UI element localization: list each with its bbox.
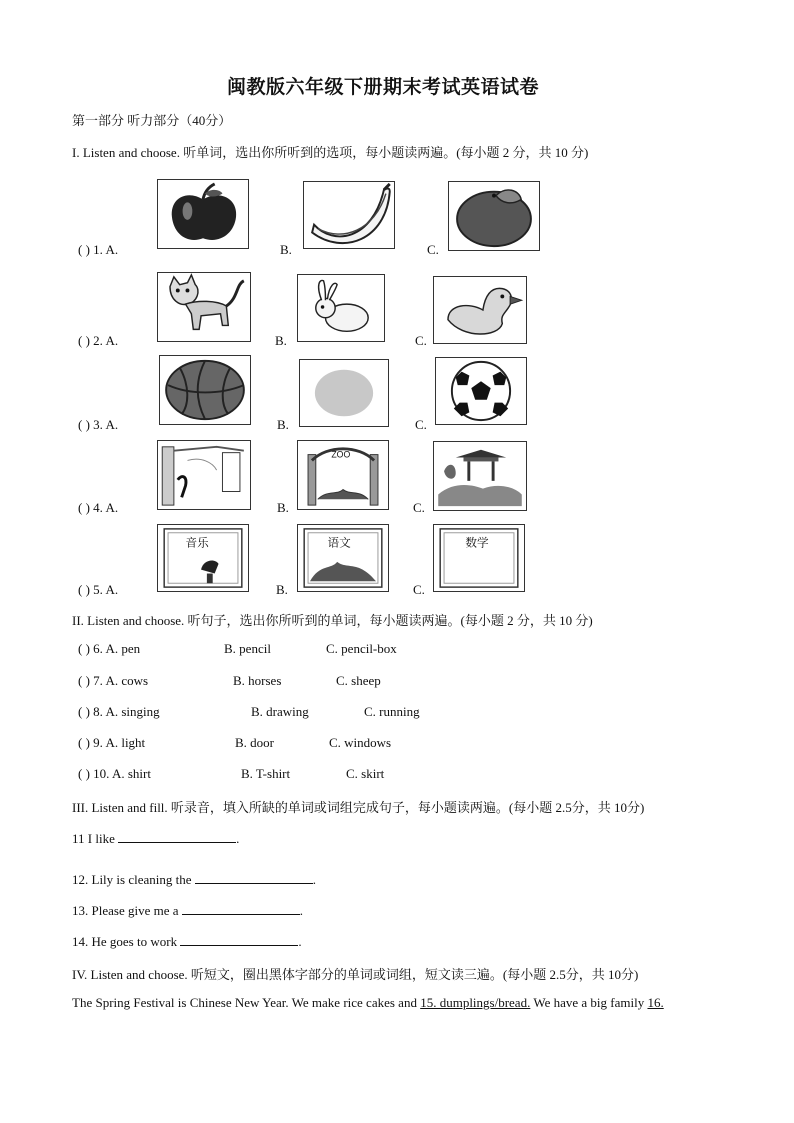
question-3: ( ) 3. A. (78, 417, 119, 432)
option-b-label: B. (277, 417, 289, 432)
zoo-sign: ZOO (331, 449, 351, 460)
option-c-label: C. (413, 582, 425, 597)
fill-item-end: . (298, 934, 302, 949)
option-b-label: B. (277, 500, 289, 515)
question-4: ( ) 4. A. (78, 500, 119, 515)
fill-item-11 (72, 829, 239, 847)
option-c-label: C. (427, 242, 439, 257)
fill-item-14 (72, 932, 302, 950)
option-b: B. door (235, 735, 274, 750)
school-picture (157, 440, 251, 510)
question-10: ( ) 10. A. shirt (78, 766, 151, 781)
option-c-label: C. (415, 333, 427, 348)
chinese-book-picture (297, 524, 389, 592)
fill-item-end: . (236, 831, 240, 846)
option-c: C. running (364, 704, 420, 719)
question-8: ( ) 8. A. singing (78, 704, 160, 719)
oval-ball-picture (299, 359, 389, 427)
football-picture (435, 357, 527, 425)
zoo-gate-picture (297, 440, 389, 510)
fill-item-text: 12. Lily is cleaning the (72, 872, 192, 887)
orange-picture (448, 181, 540, 251)
section1-heading: I. Listen and choose. 听单词，选出你所听到的选项，每小题读两遍。(每小题 2 分，共 10 分) (72, 145, 589, 160)
fill-item-text: 11 I like (72, 831, 115, 846)
passage-line (72, 995, 664, 1011)
banana-picture (303, 181, 395, 249)
question-9: ( ) 9. A. light (78, 735, 146, 750)
fill-item-12 (72, 870, 316, 888)
choice-16[interactable]: 16. (647, 995, 664, 1010)
question-5: ( ) 5. A. (78, 582, 119, 597)
option-b: B. T-shirt (241, 766, 291, 781)
music-book-picture (157, 524, 249, 592)
passage-text: We have a big family (530, 995, 648, 1010)
apple-picture (157, 179, 249, 249)
fill-item-text: 13. Please give me a (72, 903, 179, 918)
section2-heading: II. Listen and choose. 听句子，选出你所听到的单词，每小题读两遍。(每小题 2 分，共 10 分) (72, 613, 593, 628)
page-title: 闽教版六年级下册期末考试英语试卷 (227, 77, 540, 98)
fill-item-end: . (312, 872, 317, 887)
chinese-book-label: 语文 (327, 535, 351, 550)
option-c: C. pencil-box (326, 641, 397, 656)
option-b-label: B. (280, 242, 292, 257)
option-b: B. drawing (251, 704, 309, 719)
duck-picture (433, 276, 527, 344)
option-b-label: B. (275, 333, 287, 348)
music-book-label: 音乐 (185, 535, 209, 550)
option-c: C. sheep (336, 673, 381, 688)
question-1: ( ) 1. A. (78, 242, 119, 257)
cat-picture (157, 272, 251, 342)
option-c: C. windows (329, 735, 392, 750)
option-c: C. skirt (346, 766, 385, 781)
math-book-label: 数学 (465, 535, 489, 550)
part-heading: 第一部分 听力部分（40分） (72, 113, 232, 128)
rabbit-picture (297, 274, 385, 342)
question-7: ( ) 7. A. cows (78, 673, 149, 688)
option-c-label: C. (413, 500, 425, 515)
park-pavilion-picture (433, 441, 527, 511)
answer-blank[interactable] (182, 901, 300, 915)
basketball-picture (159, 355, 251, 425)
answer-blank[interactable] (118, 829, 236, 843)
fill-item-13 (72, 901, 303, 919)
fill-item-end: . (299, 903, 303, 918)
fill-item-text: 14. He goes to work (72, 934, 178, 949)
option-b-label: B. (276, 582, 288, 597)
section3-heading: III. Listen and fill. 听录音，填入所缺的单词或词组完成句子，每小题读两遍。(每小题 2.5分，共 10分) (72, 800, 645, 815)
passage-text: The Spring Festival is Chinese New Year. We make rice cakes and (72, 995, 421, 1010)
option-b: B. horses (233, 673, 282, 688)
option-c-label: C. (415, 417, 427, 432)
section4-heading: IV. Listen and choose. 听短文，圈出黑体字部分的单词或词组，短文读三遍。(每小题 2.5分，共 10分) (72, 967, 639, 982)
answer-blank[interactable] (195, 870, 313, 884)
question-2: ( ) 2. A. (78, 333, 119, 348)
choice-15[interactable]: 15. dumplings/bread. (420, 995, 531, 1010)
question-6: ( ) 6. A. pen (78, 641, 141, 656)
option-b: B. pencil (224, 641, 271, 656)
math-book-picture (433, 524, 525, 592)
answer-blank[interactable] (180, 932, 298, 946)
